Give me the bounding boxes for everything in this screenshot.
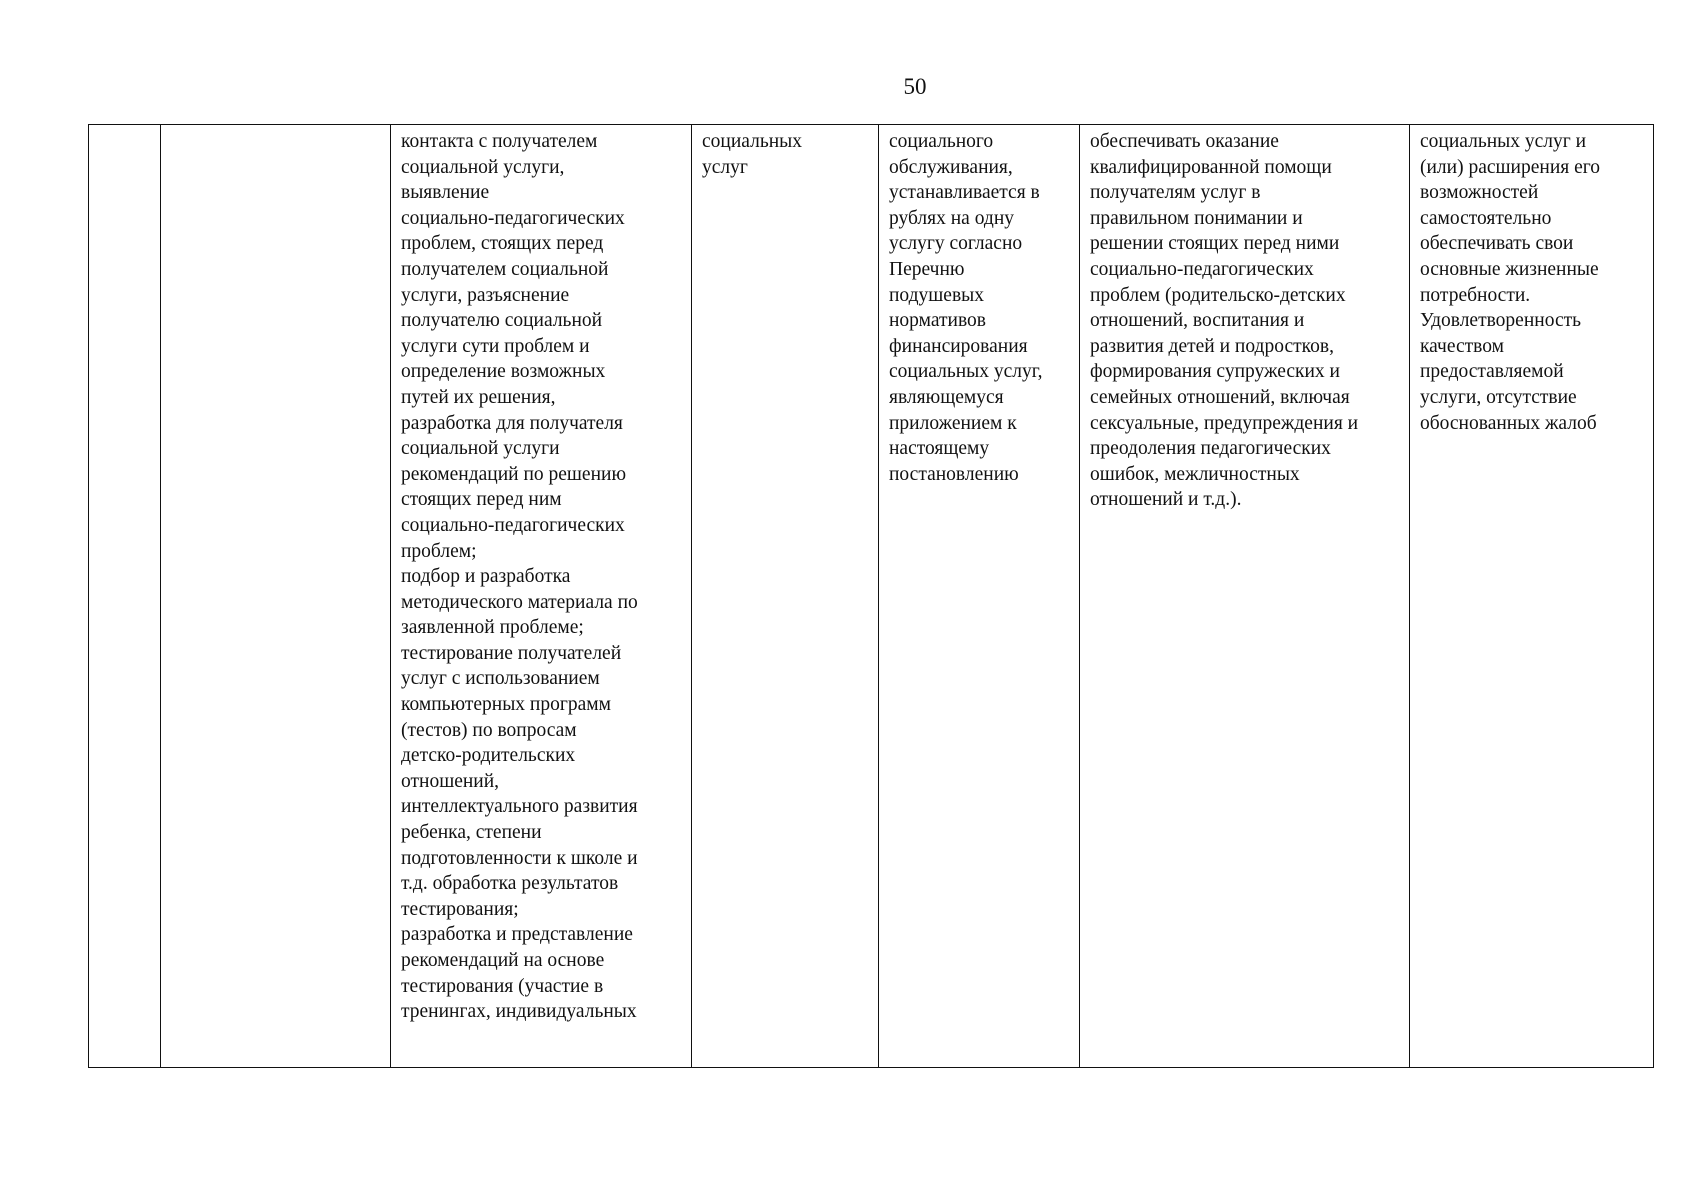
page-number: 50	[903, 74, 927, 99]
cell-service-description: контакта с получателем социальной услуги, выявление социально-педагогических проблем, стоящих перед получателем социальной услуги, разъяснение получателю социальной услуги сути проблем и определение возможных путей их решения, разработка для получателя социальной услуги рекомендаций по решению стоящих перед ним социально-педагогических проблем; подбор и разработка методического материала по заявленной проблеме; тестирование получателей услуг с использованием компьютерных программ (тестов) по вопросам детско-родительских отношений, интеллектуального развития ребенка, степени подготовленности к школе и т.д. обработка результатов тестирования; разработка и представление рекомендаций на основе тестирования (участие в тренингах, индивидуальных	[391, 125, 692, 1068]
table-row	[89, 125, 1654, 1068]
cell-service-quality: социальных услуг и (или) расширения его возможностей самостоятельно обеспечивать свои основные жизненные потребности. Удовлетворенность качеством предоставляемой услуги, отсутствие обоснованных жалоб	[1410, 125, 1654, 1068]
cell-service-name	[161, 125, 391, 1068]
cell-service-cost: социального обслуживания, устанавливается в рублях на одну услугу согласно Перечню подушевых нормативов финансирования социальных услуг, являющемуся приложением к настоящему постановлению	[879, 125, 1080, 1068]
cell-service-conditions: обеспечивать оказание квалифицированной помощи получателям услуг в правильном понимании и решении стоящих перед ними социально-педагогических проблем (родительско-детских отношений, воспитания и развития детей и подростков, формирования супружеских и семейных отношений, включая сексуальные, предупреждения и преодоления педагогических ошибок, межличностных отношений и т.д.).	[1080, 125, 1410, 1068]
services-table	[88, 124, 1654, 1068]
cell-number	[89, 125, 161, 1068]
cell-service-timing: социальных услуг	[692, 125, 879, 1068]
